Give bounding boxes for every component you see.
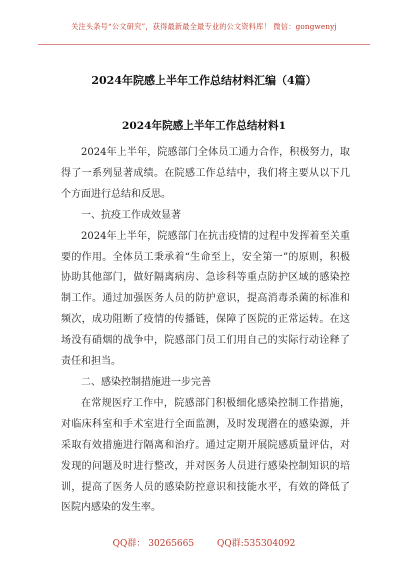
footer-qq-group-1: QQ群： 30265665 xyxy=(112,539,195,549)
heading-anti-epidemic: 一、抗疫工作成效显著 xyxy=(81,209,181,221)
paragraph-infection-control: 在常规医疗工作中，院感部门积极细化感染控制工作措施，对临床科室和手术室进行全面监测，及时发现潜在的感染源，并采取有效措施进行隔离和治疗。通过定期开展院感质量评估，对发现的问题及时进行整改，并对医务人员进行感染控制知识的培训，提高了医务人员的感染防控意识和技能水平，有效的降低了医院内感染的发生率。 xyxy=(61,397,350,514)
paragraph-anti-epidemic: 2024年上半年，院感部门在抗击疫情的过程中发挥着至关重要的作用。全体员工秉承着“生命至上，安全第一”的原则，积极协助其他部门，做好隔离病房、急诊科等重点防护区域的感染控制工作。通过加强医务人员的防护意识，提高消毒杀菌的标准和频次，成功阻断了疫情的传播链，保障了医院的正常运转。在这场没有硝烟的战争中，院感部门员工们用自己的实际行动诠释了责任和担当。 xyxy=(61,230,350,368)
heading-infection-control: 二、感染控制措施进一步完善 xyxy=(81,376,211,388)
footer-qq-group-2: QQ群:535304092 xyxy=(216,539,296,549)
document-body xyxy=(61,143,350,519)
footer xyxy=(0,536,408,549)
paragraph-intro: 2024年上半年，院感部门全体员工通力合作，积极努力，取得了一系列显著成绩。在院感工作总结中，我们将主要从以下几个方面进行总结和反思。 xyxy=(61,147,350,200)
header-divider xyxy=(38,44,370,45)
document-title: 2024年院感上半年工作总结材料汇编（4篇） xyxy=(91,74,317,87)
header-banner: 关注头条号“公文研究”，获得最新最全最专业的公文资料库！ 微信：gongwenyj xyxy=(71,22,337,31)
section-title: 2024年院感上半年工作总结材料1 xyxy=(122,120,286,132)
